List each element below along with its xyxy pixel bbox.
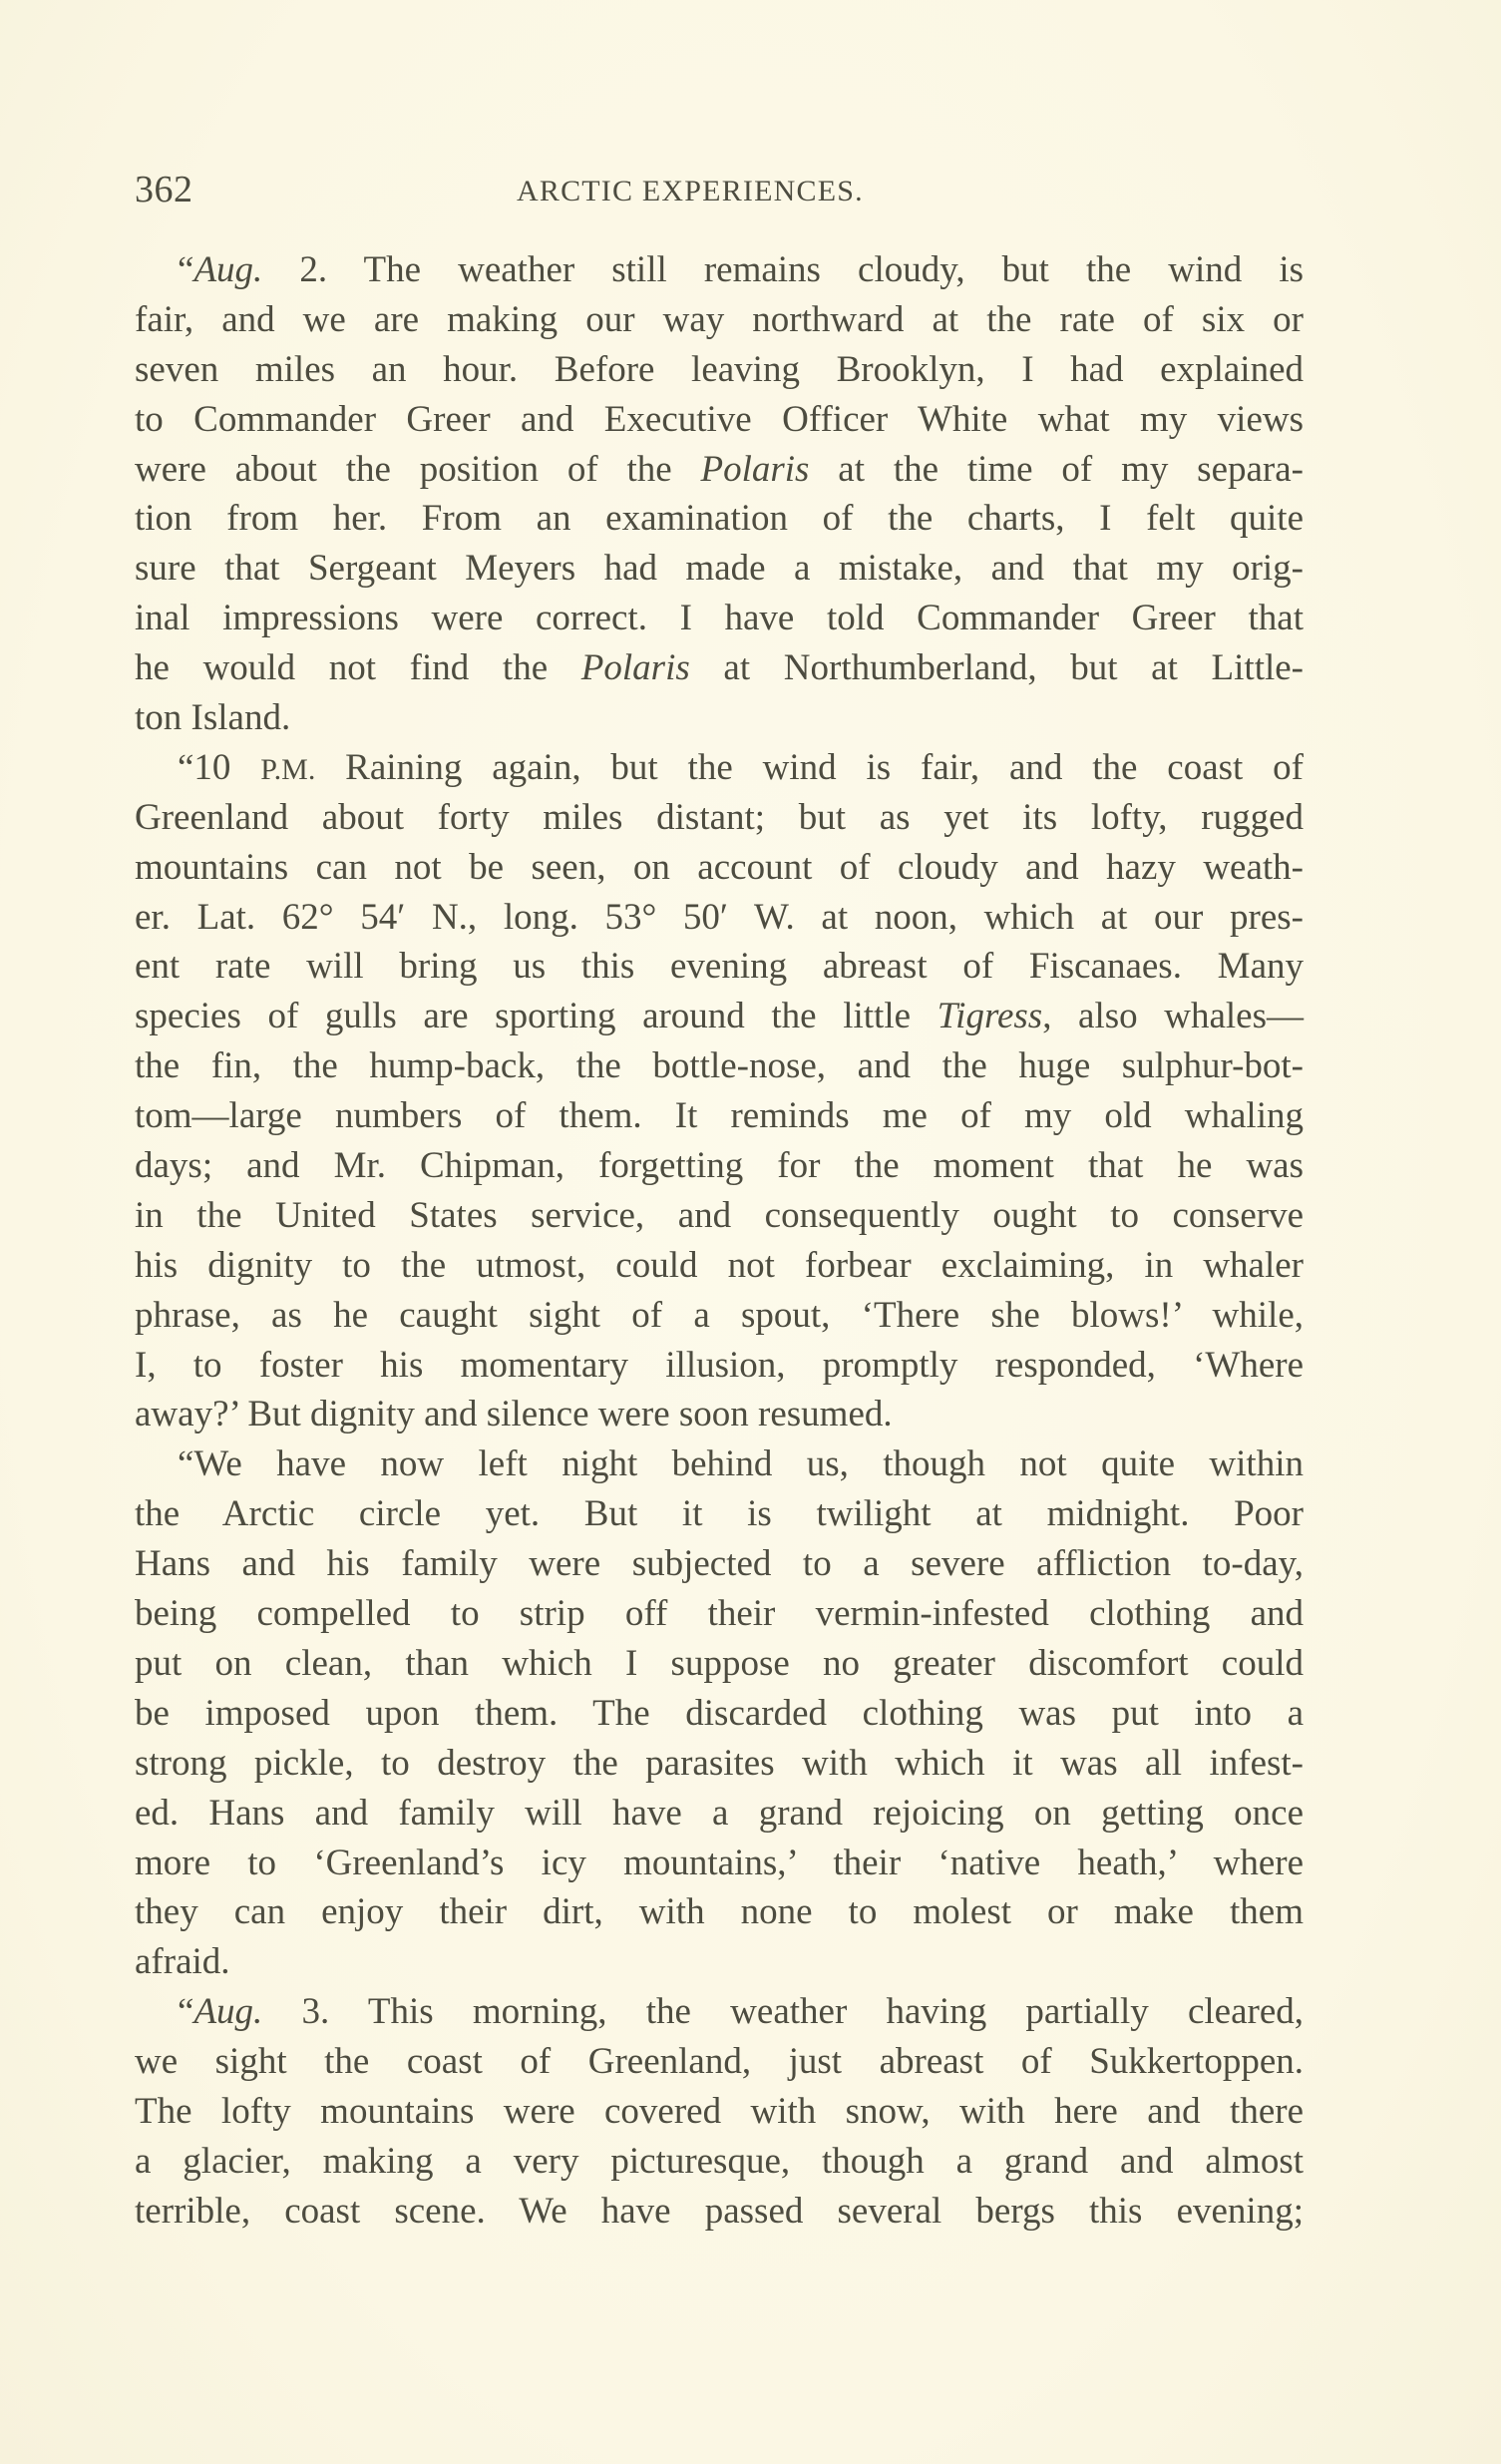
text-run: Raining again, but the wind is fair, and the coast of bbox=[315, 746, 1304, 788]
text-line: seven miles an hour. Before leaving Brooklyn, I had explained bbox=[135, 348, 1304, 390]
text-line: ed. Hans and family will have a grand rejoicing on getting once bbox=[135, 1792, 1304, 1834]
text-line: a glacier, making a very picturesque, though a grand and almost bbox=[135, 2140, 1304, 2182]
text-line: I, to foster his momentary illusion, promptly responded, ‘Where bbox=[135, 1344, 1304, 1386]
text-run: 2. The weather still remains cloudy, but the wind is bbox=[262, 249, 1304, 290]
text-run: species of gulls are sporting around the little bbox=[135, 996, 938, 1037]
text-line: in the United States service, and consequently ought to conserve bbox=[135, 1194, 1304, 1236]
text-line: mountains can not be seen, on account of cloudy and hazy weath- bbox=[135, 846, 1304, 888]
italic-date: Aug. bbox=[193, 1991, 263, 2033]
italic-ship-name: Tigress bbox=[937, 996, 1043, 1037]
italic-date: Aug. bbox=[193, 249, 263, 290]
text-line bbox=[135, 245, 1304, 295]
text-line: Greenland about forty miles distant; but as yet its lofty, rugged bbox=[135, 796, 1304, 838]
body-text bbox=[135, 245, 1304, 2237]
text-line: terrible, coast scene. We have passed several bergs this evening; bbox=[135, 2190, 1304, 2232]
text-run: at the time of my separa- bbox=[809, 448, 1304, 490]
text-line: away?’ But dignity and silence were soon resumed. bbox=[135, 1394, 893, 1436]
text-line bbox=[135, 1987, 1304, 2037]
text-run: were about the position of the bbox=[135, 448, 701, 490]
text-line: ent rate will bring us this evening abreast of Fiscanaes. Many bbox=[135, 946, 1304, 988]
page-number: 362 bbox=[135, 169, 193, 210]
text-line bbox=[135, 992, 1304, 1041]
text-line: they can enjoy their dirt, with none to molest or make them bbox=[135, 1891, 1304, 1933]
text-line: put on clean, than which I suppose no greater discomfort could bbox=[135, 1642, 1304, 1684]
small-caps-time: P.M. bbox=[260, 752, 316, 786]
text-line bbox=[135, 643, 1304, 693]
text-line: the fin, the hump-back, the bottle-nose, and the huge sulphur-bot- bbox=[135, 1045, 1304, 1087]
text-line: er. Lat. 62° 54′ N., long. 53° 50′ W. at noon, which at our pres- bbox=[135, 896, 1304, 938]
text-run: 3. This morning, the weather having partially cleared, bbox=[262, 1991, 1304, 2033]
text-line: days; and Mr. Chipman, forgetting for the moment that he was bbox=[135, 1145, 1304, 1187]
text-run: at Northumberland, but at Little- bbox=[689, 647, 1304, 689]
text-line: to Commander Greer and Executive Officer White what my views bbox=[135, 398, 1304, 440]
text-line: Hans and his family were subjected to a severe affliction to-day, bbox=[135, 1543, 1304, 1585]
text-line bbox=[135, 445, 1304, 495]
running-title: ARCTIC EXPERIENCES. bbox=[517, 175, 864, 207]
text-run: “10 bbox=[178, 746, 261, 788]
text-line bbox=[135, 743, 1304, 793]
text-line: be imposed upon them. The discarded clothing was put into a bbox=[135, 1692, 1304, 1734]
italic-ship-name: Polaris bbox=[580, 647, 690, 689]
text-line: the Arctic circle yet. But it is twilight at midnight. Poor bbox=[135, 1493, 1304, 1535]
text-run: “ bbox=[178, 249, 194, 290]
text-line: we sight the coast of Greenland, just abreast of Sukkertoppen. bbox=[135, 2041, 1304, 2083]
text-line: being compelled to strip off their vermin-infested clothing and bbox=[135, 1593, 1304, 1635]
text-line: phrase, as he caught sight of a spout, ‘There she blows!’ while, bbox=[135, 1294, 1304, 1336]
text-line: afraid. bbox=[135, 1941, 230, 1983]
text-line: his dignity to the utmost, could not forbear exclaiming, in whaler bbox=[135, 1244, 1304, 1286]
text-line: strong pickle, to destroy the parasites with which it was all infest- bbox=[135, 1742, 1304, 1784]
text-line: fair, and we are making our way northward at the rate of six or bbox=[135, 298, 1304, 340]
text-line: ton Island. bbox=[135, 697, 291, 739]
text-run: “ bbox=[178, 1991, 194, 2033]
text-run: he would not find the bbox=[135, 647, 581, 689]
text-line: tom—large numbers of them. It reminds me of my old whaling bbox=[135, 1095, 1304, 1137]
text-line: tion from her. From an examination of the charts, I felt quite bbox=[135, 498, 1304, 540]
text-run: , also whales— bbox=[1042, 996, 1304, 1037]
running-head bbox=[135, 170, 1304, 209]
italic-ship-name: Polaris bbox=[700, 448, 810, 490]
text-line: sure that Sergeant Meyers had made a mistake, and that my orig- bbox=[135, 548, 1304, 590]
text-line: “We have now left night behind us, though not quite within bbox=[178, 1443, 1304, 1485]
text-line: more to ‘Greenland’s icy mountains,’ their ‘native heath,’ where bbox=[135, 1842, 1304, 1883]
text-line: The lofty mountains were covered with snow, with here and there bbox=[135, 2090, 1304, 2132]
text-line: inal impressions were correct. I have told Commander Greer that bbox=[135, 598, 1304, 639]
